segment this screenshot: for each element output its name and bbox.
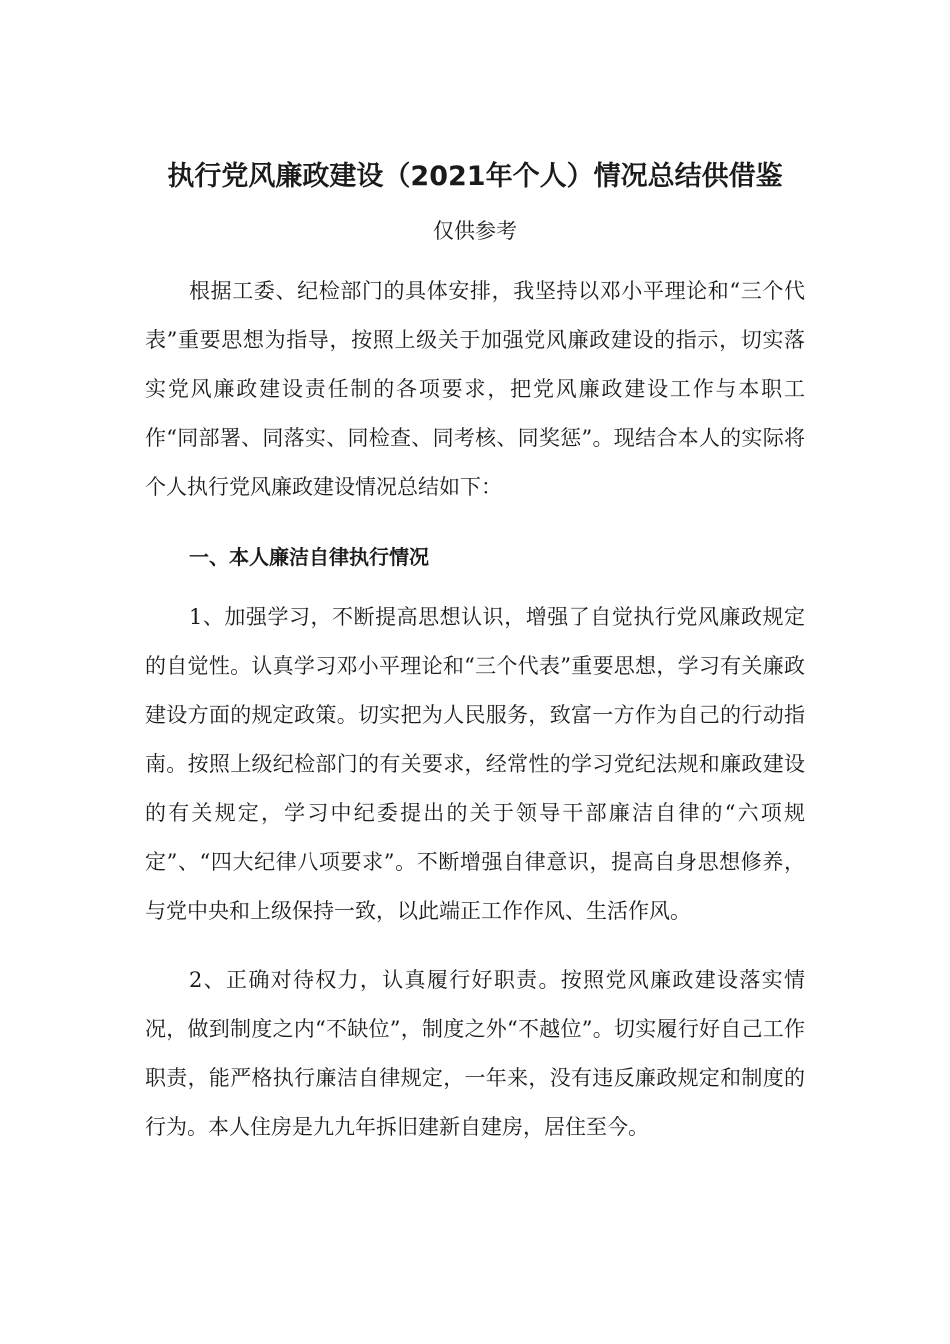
intro-paragraph: 根据工委、纪检部门的具体安排，我坚持以邓小平理论和“三个代表”重要思想为指导，按照上级关于加强党风廉政建设的指示，切实落实党风廉政建设责任制的各项要求，把党风廉政建设工作与本职工作“同部署、同落实、同检查、同考核、同奖惩”。现结合本人的实际将个人执行党风廉政建设情况总结如下：: [145, 279, 805, 499]
document-subtitle: 仅供参考: [433, 219, 517, 243]
item-paragraph-2: 2、正确对待权力，认真履行好职责。按照党风廉政建设落实情况，做到制度之内“不缺位”，制度之外“不越位”。切实履行好自己工作职责，能严格执行廉洁自律规定，一年来，没有违反廉政规定和制度的行为。本人住房是九九年拆旧建新自建房，居住至今。: [145, 968, 805, 1139]
document-body: [145, 152, 805, 1152]
section-heading-1: 一、本人廉洁自律执行情况: [189, 545, 429, 569]
item-paragraph-1: 1、加强学习，不断提高思想认识，增强了自觉执行党风廉政规定的自觉性。认真学习邓小平理论和“三个代表”重要思想，学习有关廉政建设方面的规定政策。切实把为人民服务，致富一方作为自己的行动指南。按照上级纪检部门的有关要求，经常性的学习党纪法规和廉政建设的有关规定，学习中纪委提出的关于领导干部廉洁自律的“六项规定”、“四大纪律八项要求”。不断增强自律意识，提高自身思想修养，与党中央和上级保持一致，以此端正工作作风、生活作风。: [145, 605, 805, 923]
document-title: 执行党风廉政建设（2021年个人）情况总结供借鉴: [167, 161, 783, 192]
